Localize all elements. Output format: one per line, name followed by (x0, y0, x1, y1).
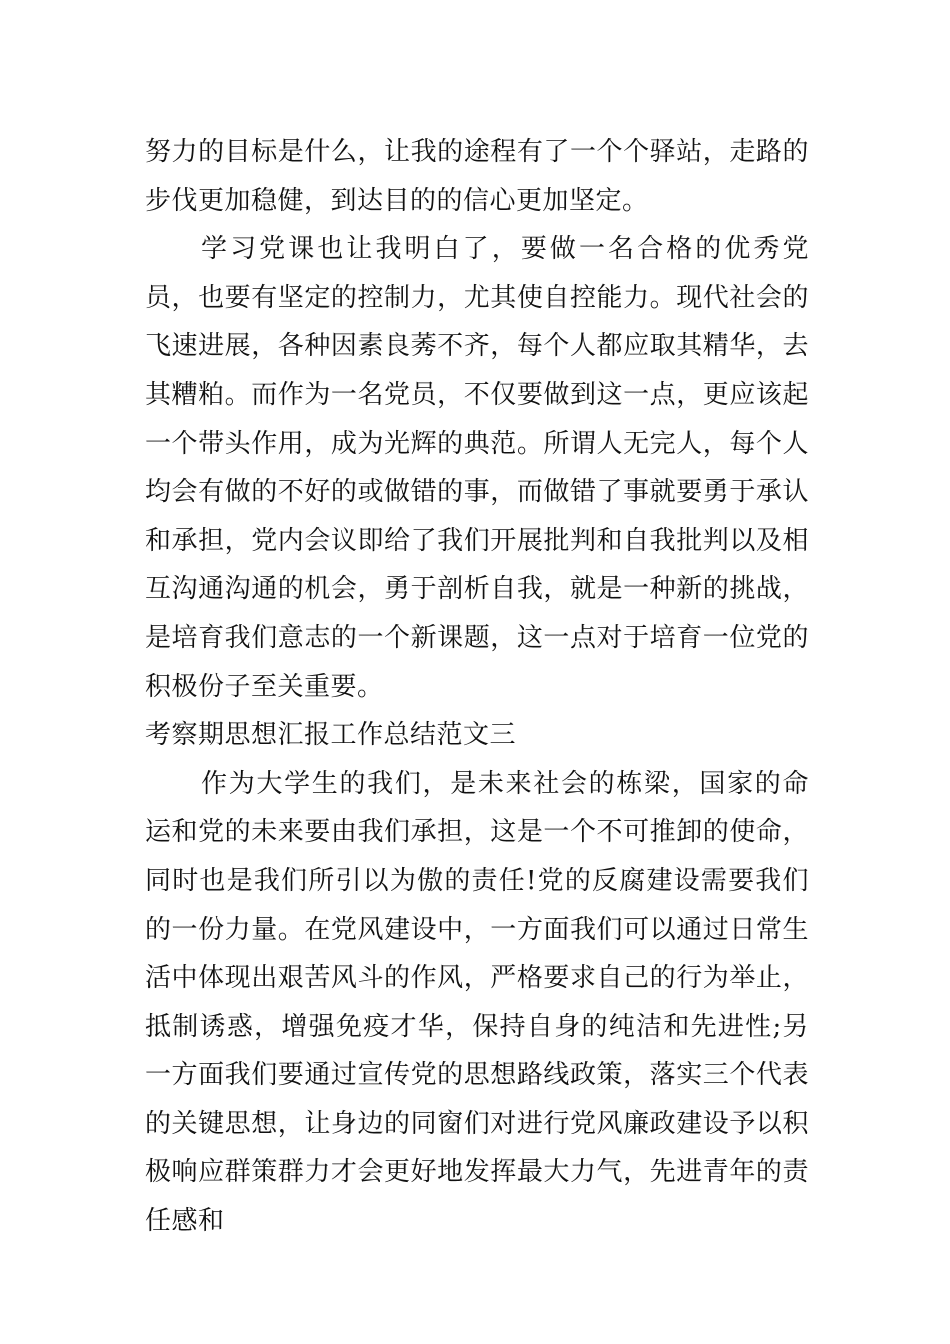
section-heading: 考察期思想汇报工作总结范文三 (145, 720, 517, 751)
paragraph-college-students: 作为大学生的我们，是未来社会的栋梁，国家的命运和党的未来要由我们承担，这是一个不可推卸的使命，同时也是我们所引以为傲的责任!党的反腐建设需要我们的一份力量。在党风建设中，一方面我们可以通过日常生活中体现出艰苦风斗的作风，严格要求自己的行为举止，抵制诱惑，增强免疫才华，保持自身的纯洁和先进性;另一方面我们要通过宣传党的思想路线政策，落实三个代表的关键思想，让身边的同窗们对进行党风廉政建设予以积极响应群策群力才会更好地发挥最大力气，先进青年的责任感和 (145, 768, 809, 1237)
paragraph-continued: 努力的目标是什么，让我的途程有了一个个驿站，走路的步伐更加稳健，到达目的的信心更加坚定。 (145, 137, 809, 216)
paragraph-party-course: 学习党课也让我明白了，要做一名合格的优秀党员，也要有坚定的控制力，尤其使自控能力。现代社会的飞速进展，各种因素良莠不齐，每个人都应取其精华，去其糟粕。而作为一名党员，不仅要做到这一点，更应该起一个带头作用，成为光辉的典范。所谓人无完人，每个人均会有做的不好的或做错的事，而做错了事就要勇于承认和承担，党内会议即给了我们开展批判和自我批判以及相互沟通沟通的机会，勇于剖析自我，就是一种新的挑战，是培育我们意志的一个新课题，这一点对于培育一位党的积极份子至关重要。 (145, 234, 809, 702)
document-body (145, 128, 809, 1246)
